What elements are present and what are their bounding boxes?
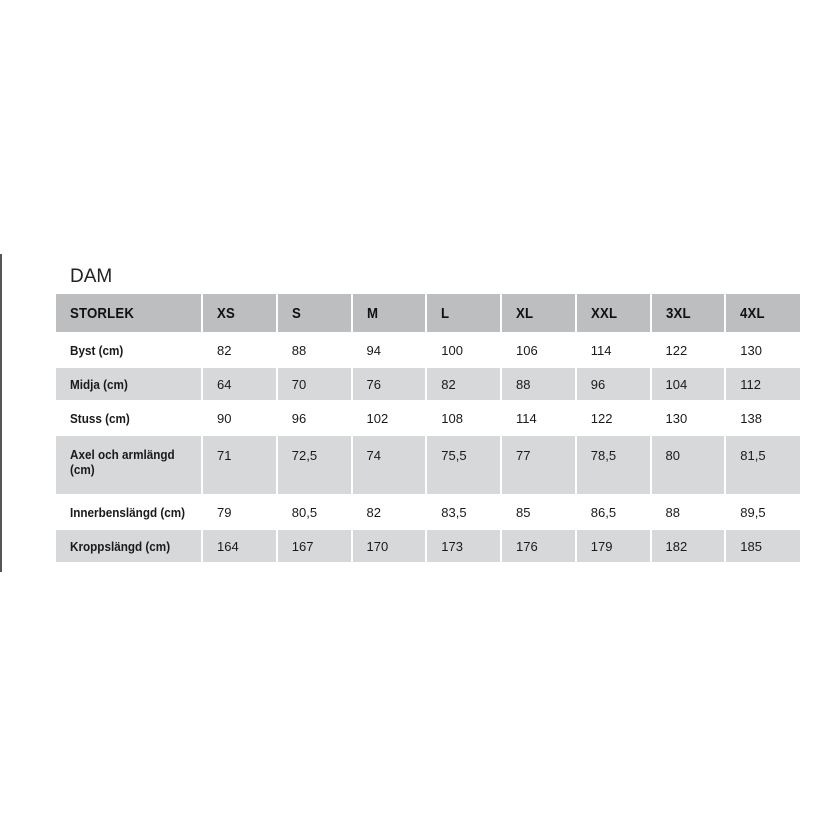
table-cell: 76 <box>352 367 427 401</box>
header-cell-size: XXL <box>576 294 651 333</box>
row-label: Kroppslängd (cm) <box>56 529 202 563</box>
table-cell: 78,5 <box>576 435 651 495</box>
table-cell: 112 <box>725 367 800 401</box>
table-cell: 72,5 <box>277 435 352 495</box>
table-cell: 64 <box>202 367 277 401</box>
table-cell: 114 <box>501 401 576 435</box>
table-cell: 85 <box>501 495 576 529</box>
table-cell: 71 <box>202 435 277 495</box>
table-row-kropp <box>56 529 800 563</box>
table-cell: 167 <box>277 529 352 563</box>
table-cell: 173 <box>426 529 501 563</box>
header-cell-size: 3XL <box>651 294 726 333</box>
header-cell-size: S <box>277 294 352 333</box>
table-cell: 80 <box>651 435 726 495</box>
table-cell: 82 <box>352 495 427 529</box>
table-cell: 88 <box>277 333 352 367</box>
table-cell: 90 <box>202 401 277 435</box>
table-cell: 82 <box>202 333 277 367</box>
table-cell: 81,5 <box>725 435 800 495</box>
table-row-midja <box>56 367 800 401</box>
table-cell: 130 <box>651 401 726 435</box>
table-row-byst <box>56 333 800 367</box>
table-cell: 114 <box>576 333 651 367</box>
table-cell: 74 <box>352 435 427 495</box>
table-row-innerben <box>56 495 800 529</box>
header-cell-size: L <box>426 294 501 333</box>
table-cell: 182 <box>651 529 726 563</box>
header-cell-size: 4XL <box>725 294 800 333</box>
table-header-row <box>56 294 800 333</box>
table-cell: 138 <box>725 401 800 435</box>
table-cell: 89,5 <box>725 495 800 529</box>
table-cell: 104 <box>651 367 726 401</box>
table-cell: 94 <box>352 333 427 367</box>
table-cell: 75,5 <box>426 435 501 495</box>
table-cell: 70 <box>277 367 352 401</box>
table-cell: 106 <box>501 333 576 367</box>
table-cell: 86,5 <box>576 495 651 529</box>
table-cell: 80,5 <box>277 495 352 529</box>
header-cell-size: M <box>352 294 427 333</box>
header-cell-size: XL <box>501 294 576 333</box>
table-row-stuss <box>56 401 800 435</box>
table-cell: 130 <box>725 333 800 367</box>
row-label: Stuss (cm) <box>70 410 130 426</box>
left-edge-divider <box>0 254 2 572</box>
table-cell: 185 <box>725 529 800 563</box>
table-cell: 122 <box>651 333 726 367</box>
table-cell: 77 <box>501 435 576 495</box>
table-cell: 79 <box>202 495 277 529</box>
table-cell: 122 <box>576 401 651 435</box>
table-cell: 88 <box>651 495 726 529</box>
table-cell: 164 <box>202 529 277 563</box>
header-cell-storlek: STORLEK <box>56 294 202 333</box>
row-label: Byst (cm) <box>70 342 124 358</box>
table-cell: 176 <box>501 529 576 563</box>
table-cell: 82 <box>426 367 501 401</box>
table-cell: 83,5 <box>426 495 501 529</box>
table-cell: 100 <box>426 333 501 367</box>
table-cell: 102 <box>352 401 427 435</box>
size-chart-table <box>56 294 800 564</box>
header-cell-size: XS <box>202 294 277 333</box>
table-cell: 96 <box>576 367 651 401</box>
row-label: Axel och armlängd (cm) <box>56 435 202 495</box>
table-row-axel <box>56 435 800 495</box>
table-cell: 179 <box>576 529 651 563</box>
table-cell: 170 <box>352 529 427 563</box>
table-cell: 88 <box>501 367 576 401</box>
table-cell: 96 <box>277 401 352 435</box>
row-label: Midja (cm) <box>56 367 202 401</box>
section-title: DAM <box>70 266 113 287</box>
row-label: Innerbenslängd (cm) <box>70 504 186 520</box>
table-cell: 108 <box>426 401 501 435</box>
